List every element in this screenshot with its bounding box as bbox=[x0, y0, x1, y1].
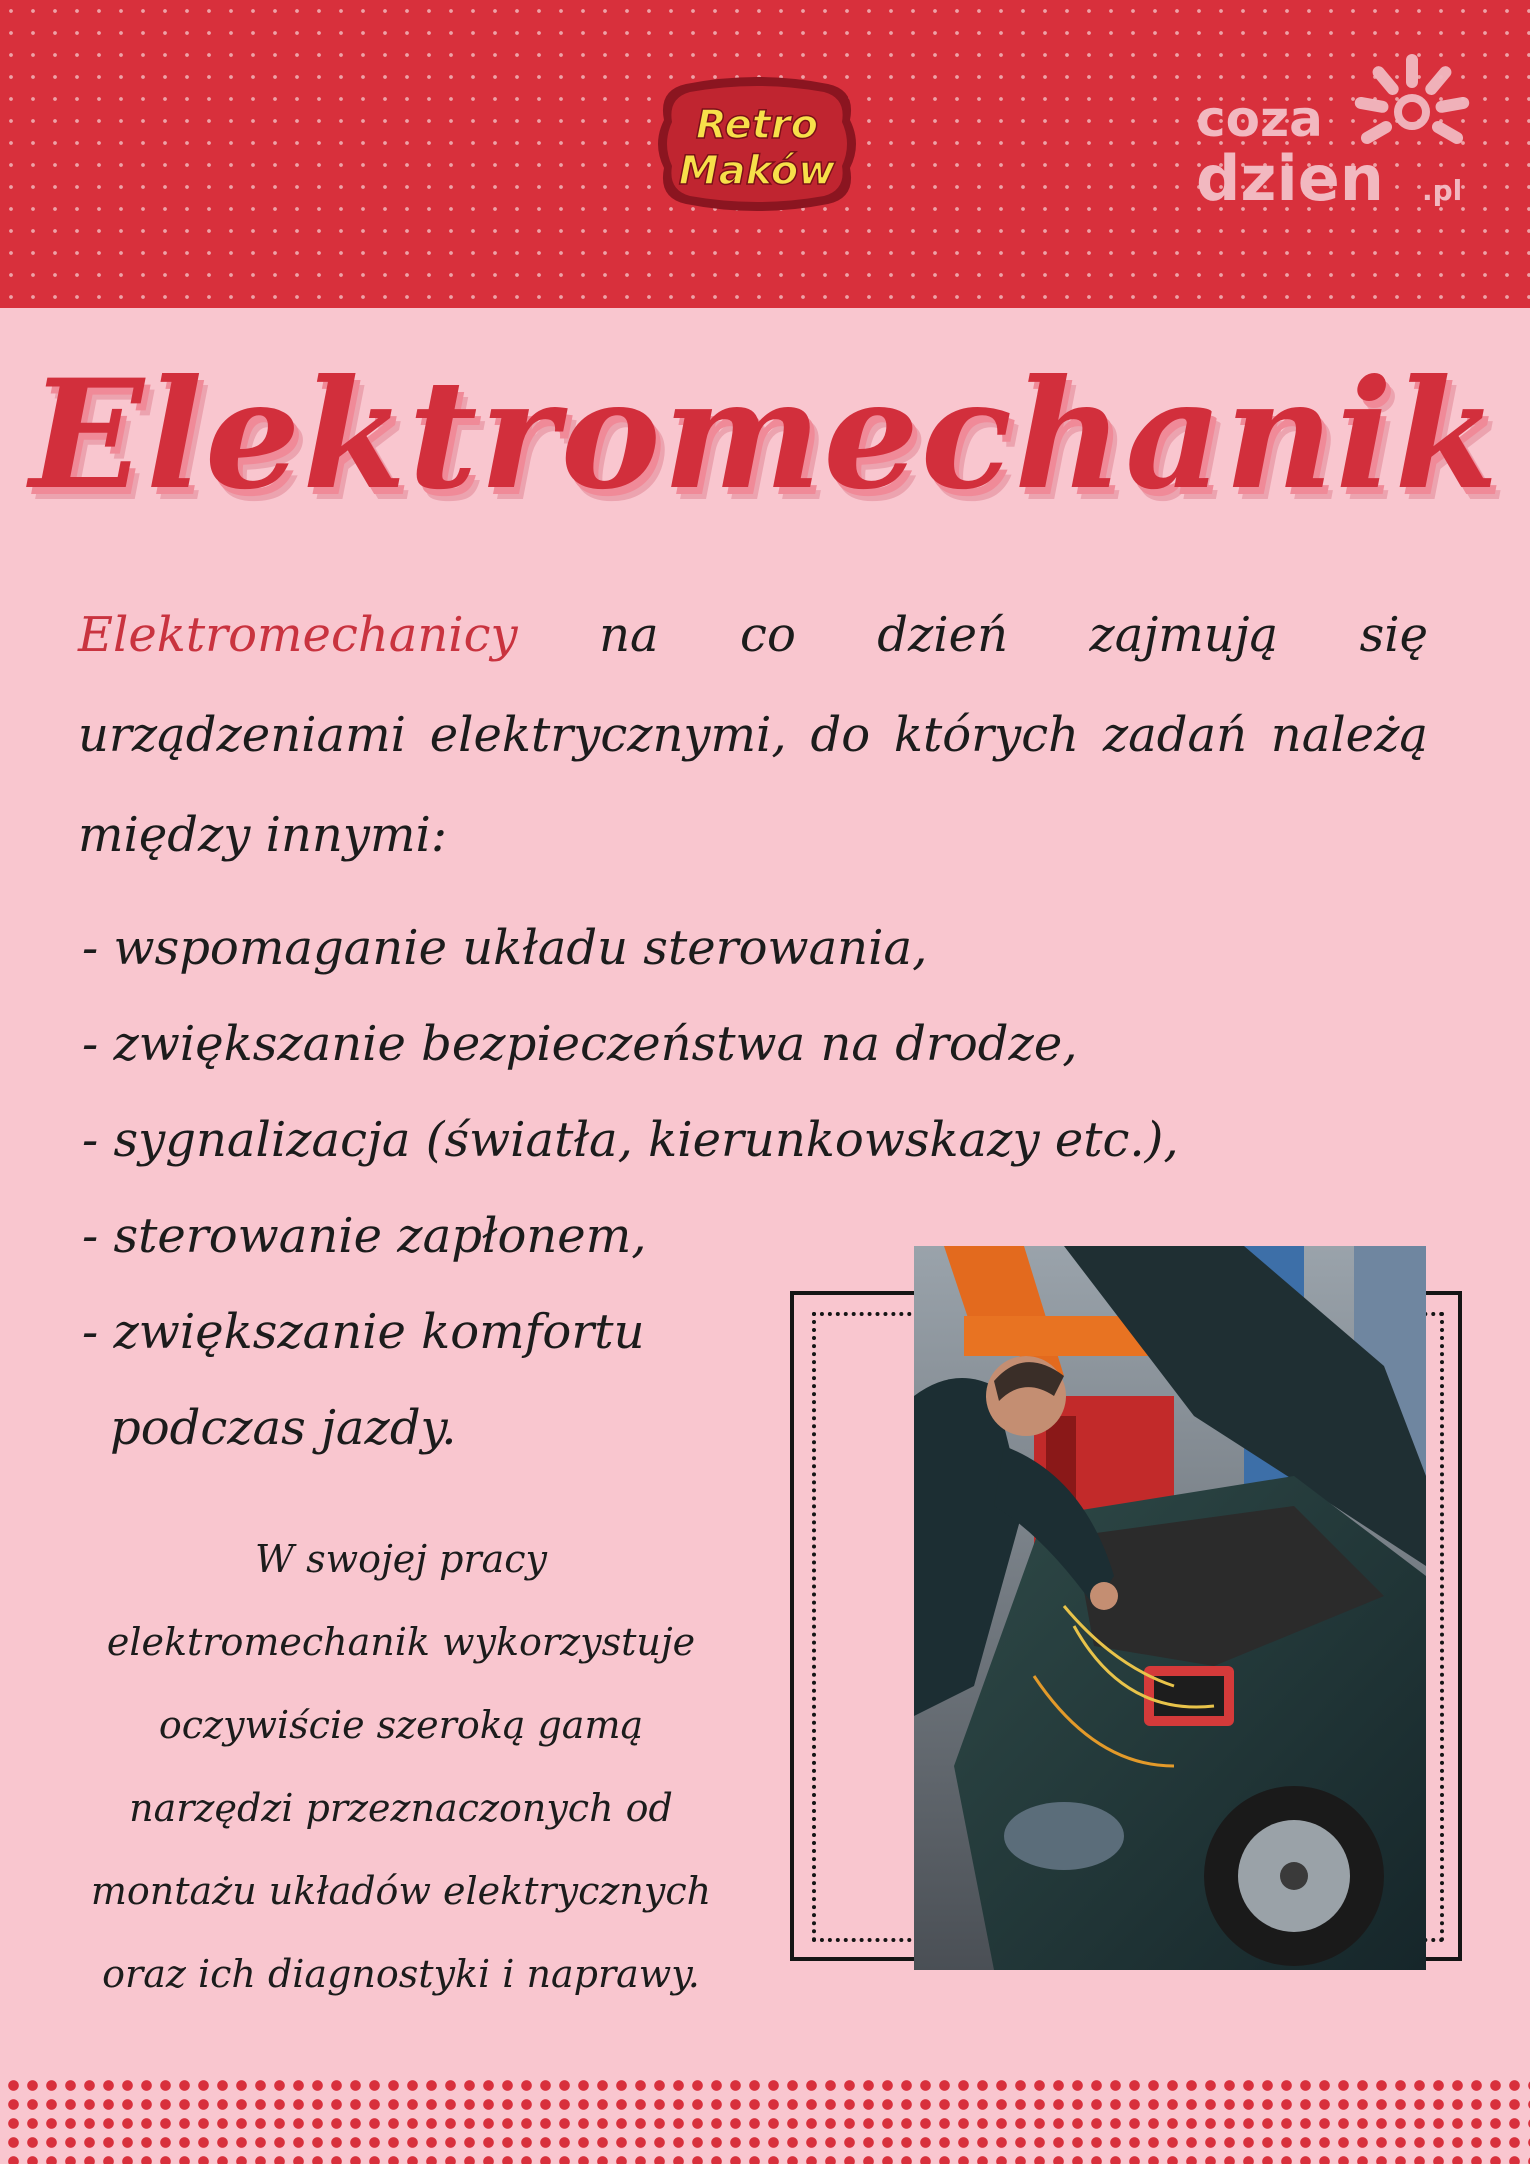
tools-line: elektromechanik wykorzystuje bbox=[106, 1620, 696, 1664]
svg-text:Retro: Retro bbox=[695, 102, 819, 148]
tools-line: W swojej pracy bbox=[254, 1537, 548, 1581]
cozadzien-logo bbox=[1190, 52, 1490, 222]
page-title: Elektromechanik bbox=[29, 347, 1501, 523]
list-item: - sterowanie zapłonem, bbox=[82, 1208, 647, 1264]
retro-makow-logo bbox=[656, 76, 858, 212]
svg-text:dzien: dzien bbox=[1196, 142, 1384, 215]
list-item: - zwiększanie komfortu bbox=[82, 1304, 645, 1360]
tools-line: montażu układów elektrycznych bbox=[90, 1869, 712, 1913]
footer-dots bbox=[0, 2072, 1530, 2164]
svg-text:.pl: .pl bbox=[1422, 174, 1463, 207]
svg-text:Maków: Maków bbox=[678, 148, 836, 194]
tools-line: oraz ich diagnostyki i naprawy. bbox=[102, 1952, 700, 1996]
list-item: podczas jazdy. bbox=[110, 1400, 457, 1456]
mechanic-photo bbox=[914, 1246, 1426, 1970]
svg-text:coza: coza bbox=[1196, 90, 1323, 148]
list-item: - sygnalizacja (światła, kierunkowskazy etc.), bbox=[82, 1112, 1179, 1168]
intro-text: na co dzień zajmują się urządzeniami elektrycznymi, do których zadań należą między innymi: bbox=[78, 607, 1428, 863]
tools-line: narzędzi przeznaczonych od bbox=[129, 1786, 673, 1830]
intro-paragraph bbox=[78, 585, 1428, 885]
tools-paragraph bbox=[36, 1518, 766, 2016]
list-item: - wspomaganie układu sterowania, bbox=[82, 920, 928, 976]
list-item: - zwiększanie bezpieczeństwa na drodze, bbox=[82, 1016, 1078, 1072]
intro-highlight: Elektromechanicy bbox=[78, 607, 518, 663]
tools-line: oczywiście szeroką gamą bbox=[158, 1703, 644, 1747]
header-banner bbox=[0, 0, 1530, 308]
